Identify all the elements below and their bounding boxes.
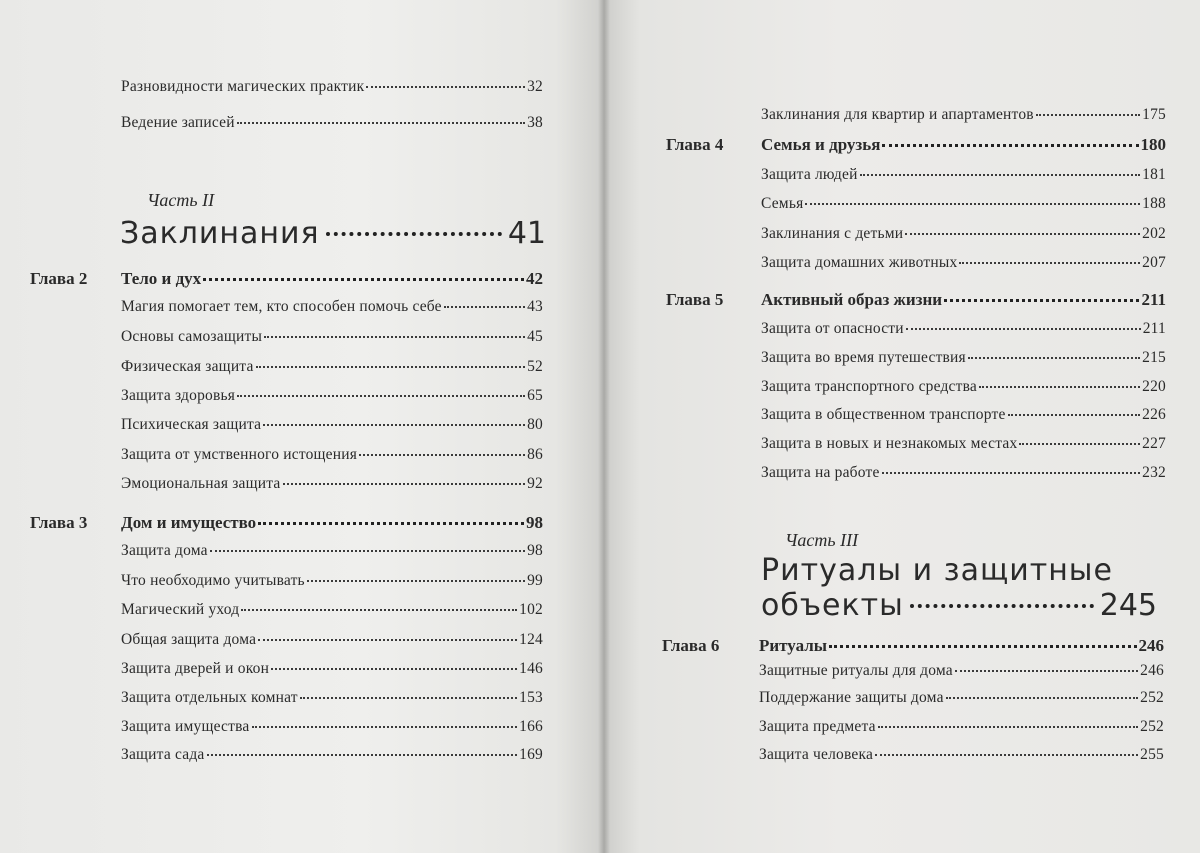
toc-entry-title: Поддержание защиты дома	[759, 689, 944, 706]
toc-entry	[121, 631, 543, 649]
leader-dots	[258, 639, 517, 641]
leader-dots	[805, 203, 1140, 205]
toc-entry-title: Эмоциональная защита	[121, 475, 281, 492]
toc-entry-title: Защита отдельных комнат	[121, 689, 298, 706]
leader-dots	[910, 604, 1094, 608]
chapter-page: 98	[526, 513, 543, 532]
part-title-line2: объекты	[761, 588, 904, 623]
toc-entry	[121, 78, 543, 96]
right-page	[604, 0, 1200, 853]
toc-entry-title: Магический уход	[121, 601, 240, 618]
chapter-title: Дом и имущество	[121, 513, 257, 532]
toc-entry	[121, 298, 543, 316]
leader-dots	[264, 336, 525, 338]
leader-dots	[968, 357, 1140, 359]
part-heading	[761, 588, 1157, 623]
toc-entry-page: 124	[519, 631, 543, 648]
chapter-label: Глава 4	[666, 135, 724, 154]
toc-entry-page: 226	[1142, 406, 1166, 423]
leader-dots	[237, 122, 525, 124]
leader-dots	[263, 424, 525, 426]
toc-entry	[121, 328, 543, 346]
chapter-entry	[121, 513, 543, 533]
toc-entry	[121, 114, 543, 132]
toc-entry-page: 252	[1140, 718, 1164, 735]
toc-entry-title: Защитные ритуалы для дома	[759, 662, 953, 679]
toc-entry-page: 181	[1142, 166, 1166, 183]
toc-entry-title: Защита здоровья	[121, 387, 236, 404]
toc-entry	[761, 406, 1166, 424]
toc-entry-page: 246	[1140, 662, 1164, 679]
toc-entry-title: Что необходимо учитывать	[121, 572, 305, 589]
toc-entry-page: 255	[1140, 746, 1164, 763]
toc-entry-title: Заклинания с детьми	[761, 225, 904, 242]
toc-entry-title: Защита в общественном транспорте	[761, 406, 1006, 423]
toc-entry-title: Защита от опасности	[761, 320, 904, 337]
toc-entry	[761, 225, 1166, 243]
toc-entry	[121, 601, 543, 619]
toc-entry	[761, 195, 1166, 213]
leader-dots	[207, 754, 518, 756]
part-title: Заклинания	[120, 216, 320, 251]
toc-entry-title: Защита дома	[121, 542, 208, 559]
toc-entry	[121, 416, 543, 434]
leader-dots	[326, 232, 502, 236]
toc-entry-page: 99	[527, 572, 543, 589]
leader-dots	[959, 262, 1140, 264]
toc-entry-title: Защита транспортного средства	[761, 378, 978, 395]
toc-entry-page: 215	[1142, 349, 1166, 366]
chapter-label: Глава 2	[30, 269, 88, 288]
toc-entry-page: 146	[519, 660, 543, 677]
leader-dots	[944, 299, 1139, 302]
chapter-page: 246	[1138, 636, 1164, 655]
chapter-page: 180	[1140, 135, 1166, 154]
leader-dots	[237, 395, 525, 397]
toc-entry	[761, 349, 1166, 367]
toc-entry	[759, 718, 1164, 736]
chapter-entry	[761, 135, 1166, 155]
toc-entry	[121, 542, 543, 560]
leader-dots	[258, 522, 524, 525]
leader-dots	[256, 366, 526, 368]
leader-dots	[203, 278, 524, 281]
toc-entry	[761, 464, 1166, 482]
toc-entry-page: 220	[1142, 378, 1166, 395]
toc-entry-page: 227	[1142, 435, 1166, 452]
part-label: Часть III	[785, 530, 859, 550]
toc-entry	[121, 746, 543, 764]
leader-dots	[300, 697, 517, 699]
toc-entry-page: 232	[1142, 464, 1166, 481]
toc-entry-title: Защита в новых и незнакомых местах	[761, 435, 1018, 452]
toc-entry-title: Разновидности магических практик	[121, 78, 365, 95]
toc-entry-title: Защита имущества	[121, 718, 250, 735]
leader-dots	[979, 386, 1140, 388]
toc-entry-page: 38	[527, 114, 543, 131]
toc-entry-title: Защита человека	[759, 746, 874, 763]
toc-entry-page: 52	[527, 358, 543, 375]
toc-entry-title: Защита от умственного истощения	[121, 446, 358, 463]
toc-entry-title: Заклинания для квартир и апартаментов	[761, 106, 1034, 123]
toc-entry-title: Физическая защита	[121, 358, 254, 375]
toc-entry	[761, 254, 1166, 272]
toc-entry	[121, 446, 543, 464]
leader-dots	[829, 645, 1136, 648]
toc-entry-page: 153	[519, 689, 543, 706]
leader-dots	[882, 472, 1141, 474]
chapter-label: Глава 5	[666, 290, 724, 309]
leader-dots	[875, 754, 1138, 756]
leader-dots	[882, 144, 1138, 147]
leader-dots	[252, 726, 518, 728]
leader-dots	[955, 670, 1138, 672]
toc-entry-page: 32	[527, 78, 543, 95]
toc-entry	[761, 320, 1166, 338]
toc-entry-title: Защита домашних животных	[761, 254, 958, 271]
toc-entry-title: Семья	[761, 195, 804, 212]
leader-dots	[359, 454, 525, 456]
part-page: 41	[507, 216, 546, 251]
toc-entry-page: 202	[1142, 225, 1166, 242]
leader-dots	[1036, 114, 1140, 116]
toc-entry-title: Общая защита дома	[121, 631, 257, 648]
toc-entry	[121, 475, 543, 493]
chapter-title: Активный образ жизни	[761, 290, 943, 309]
toc-entry	[761, 378, 1166, 396]
chapter-entry	[759, 636, 1164, 656]
toc-entry-page: 43	[527, 298, 543, 315]
part-label: Часть II	[147, 190, 215, 210]
chapter-label: Глава 3	[30, 513, 88, 532]
toc-entry-page: 169	[519, 746, 543, 763]
toc-entry-title: Основы самозащиты	[121, 328, 263, 345]
toc-entry-page: 211	[1142, 320, 1166, 337]
toc-entry-page: 102	[519, 601, 543, 618]
toc-entry-title: Защита на работе	[761, 464, 880, 481]
part-title: Ритуалы и защитные	[761, 553, 1113, 588]
chapter-entry	[121, 269, 543, 289]
toc-entry-page: 80	[527, 416, 543, 433]
leader-dots	[283, 483, 526, 485]
toc-entry	[759, 662, 1164, 680]
toc-entry-title: Ведение записей	[121, 114, 235, 131]
toc-entry	[761, 435, 1166, 453]
leader-dots	[860, 174, 1141, 176]
part-page: 245	[1099, 588, 1157, 623]
toc-entry-page: 65	[527, 387, 543, 404]
toc-entry	[121, 689, 543, 707]
chapter-page: 42	[526, 269, 543, 288]
part-heading	[120, 216, 546, 251]
leader-dots	[1008, 414, 1141, 416]
toc-entry-page: 252	[1140, 689, 1164, 706]
toc-entry	[121, 572, 543, 590]
toc-entry-page: 166	[519, 718, 543, 735]
toc-entry-title: Психическая защита	[121, 416, 262, 433]
leader-dots	[366, 86, 525, 88]
leader-dots	[878, 726, 1138, 728]
leader-dots	[946, 697, 1138, 699]
chapter-page: 211	[1141, 290, 1166, 309]
toc-entry-title: Защита сада	[121, 746, 205, 763]
toc-entry	[761, 166, 1166, 184]
leader-dots	[905, 233, 1140, 235]
leader-dots	[210, 550, 525, 552]
chapter-entry	[761, 290, 1166, 310]
leader-dots	[271, 668, 517, 670]
toc-entry	[121, 387, 543, 405]
leader-dots	[1019, 443, 1140, 445]
leader-dots	[906, 328, 1141, 330]
toc-entry-page: 207	[1142, 254, 1166, 271]
toc-entry-title: Защита предмета	[759, 718, 876, 735]
toc-entry	[121, 718, 543, 736]
toc-entry	[759, 689, 1164, 707]
toc-entry-page: 92	[527, 475, 543, 492]
toc-entry-page: 86	[527, 446, 543, 463]
toc-entry-page: 175	[1142, 106, 1166, 123]
toc-entry-title: Защита во время путешествия	[761, 349, 966, 366]
chapter-label: Глава 6	[662, 636, 720, 655]
toc-entry	[121, 660, 543, 678]
toc-entry-title: Защита дверей и окон	[121, 660, 270, 677]
chapter-title: Тело и дух	[121, 269, 202, 288]
toc-entry-page: 98	[527, 542, 543, 559]
toc-entry-title: Защита людей	[761, 166, 858, 183]
toc-entry	[121, 358, 543, 376]
toc-entry-title: Магия помогает тем, кто способен помочь себе	[121, 298, 442, 315]
toc-entry	[759, 746, 1164, 764]
chapter-title: Ритуалы	[759, 636, 828, 655]
toc-entry	[761, 106, 1166, 124]
toc-entry-page: 188	[1142, 195, 1166, 212]
book-gutter	[598, 0, 610, 853]
leader-dots	[307, 580, 525, 582]
toc-entry-page: 45	[527, 328, 543, 345]
leader-dots	[241, 609, 517, 611]
chapter-title: Семья и друзья	[761, 135, 881, 154]
leader-dots	[444, 306, 525, 308]
